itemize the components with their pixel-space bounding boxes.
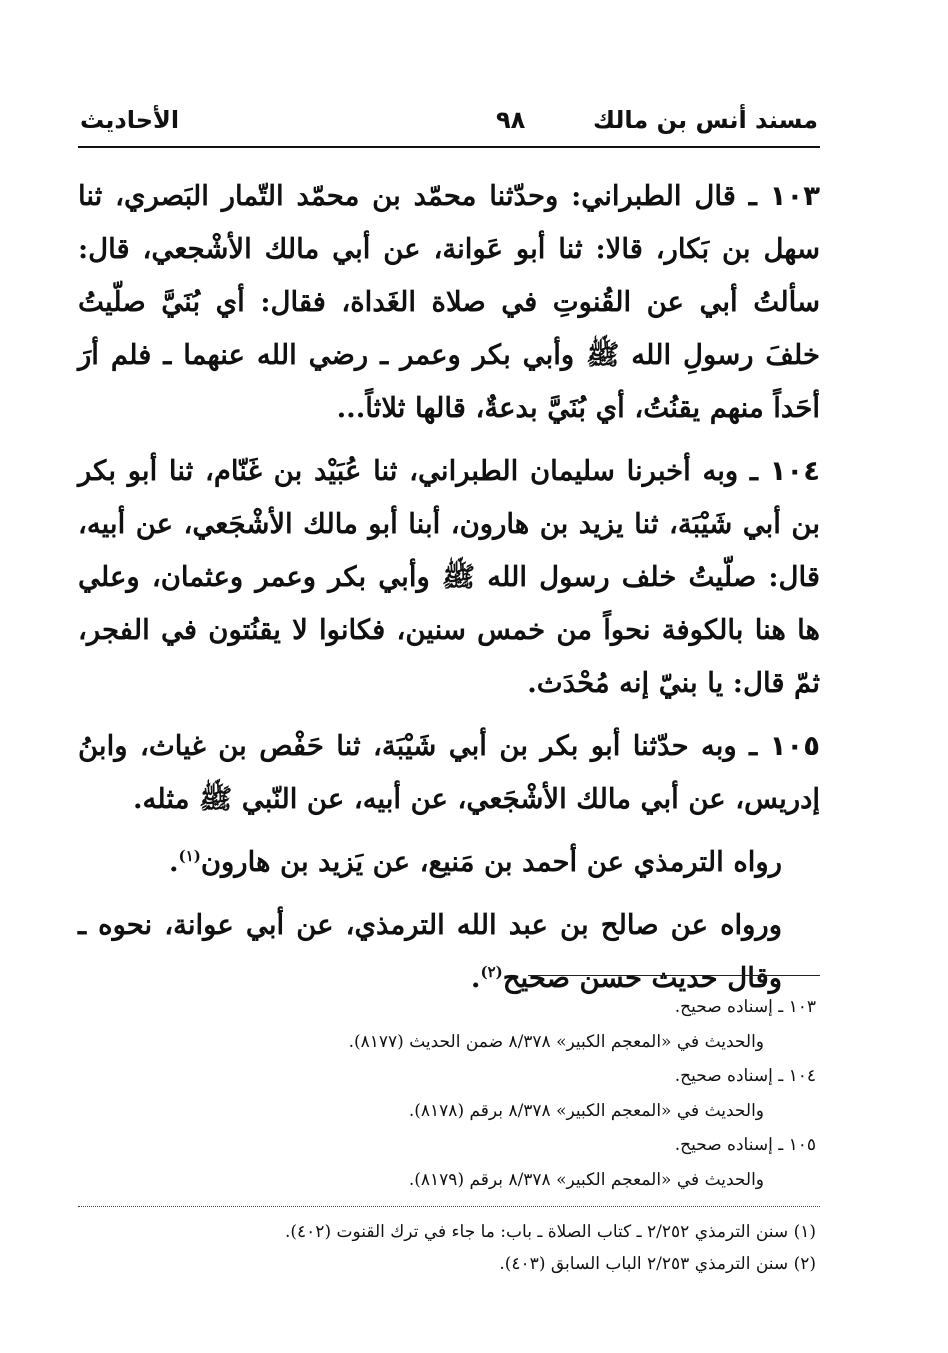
takhrij-head: ١٠٥ ـ إسناده صحيح.: [674, 1135, 816, 1155]
hadith-number: ١٠٣: [769, 180, 821, 212]
footnote-ref[interactable]: (٢): [480, 962, 503, 981]
header-book-title: مسند أنس بن مالك: [592, 106, 818, 134]
footnote-ref[interactable]: (١): [178, 846, 201, 865]
header-section-title: الأحاديث: [80, 106, 180, 134]
running-header: [78, 104, 820, 142]
hadith-text: ـ وبه حدّثنا أبو بكر بن أبي شَيْبَة، ثنا حَفْص بن غياث، وابنُ إدريس، عن أبي مالك الأشْجَعي، عن أبيه، عن النّبي ﷺ مثله.: [78, 730, 820, 815]
footnote-1: (١) سنن الترمذي ٢/٢٥٢ ـ كتاب الصلاة ـ باب: ما جاء في ترك القنوت (٤٠٢).: [284, 1222, 816, 1242]
footnote-dotted-rule: [78, 1206, 820, 1207]
hadith-text: ـ قال الطبراني: وحدّثنا محمّد بن محمّد التّمار البَصري، ثنا سهل بن بَكار، قالا: ثنا أبو عَوانة، عن أبي مالك الأشْجعي، قال: سألتُ أبي عن القُنوتِ في صلاة الغَداة، فقال: أي بُنَيَّ صلّيتُ خلفَ رسولِ الله ﷺ وأبي بكر وعمر ـ رضي الله عنهما ـ فلم أرَ أحَداً منهم يقنُتُ، أي بُنَيَّ بدعةٌ، قالها ثلاثاً...: [78, 180, 820, 424]
header-rule: [78, 146, 820, 148]
hadith-104: [78, 445, 820, 710]
riwaya-end: .: [470, 962, 481, 994]
takhrij-detail: والحديث في «المعجم الكبير» ٨/٣٧٨ ضمن الحديث (٨١٧٧).: [348, 1031, 764, 1052]
riwaya-end: .: [168, 846, 179, 878]
riwaya-text: ورواه عن صالح بن عبد الله الترمذي، عن أبي عوانة، نحوه ـ وقال حديث حسن صحيح: [78, 909, 782, 994]
takhrij-head: ١٠٣ ـ إسناده صحيح.: [674, 997, 816, 1017]
footnote-2: (٢) سنن الترمذي ٢/٢٥٣ الباب السابق (٤٠٣).: [499, 1254, 816, 1274]
takhrij-detail: والحديث في «المعجم الكبير» ٨/٣٧٨ برقم (٨١٧٩).: [408, 1169, 764, 1190]
takhrij-head: ١٠٤ ـ إسناده صحيح.: [674, 1066, 816, 1086]
footnotes: [78, 1216, 820, 1280]
riwaya-tirmidhi-1: [78, 836, 820, 889]
takhrij-notes: [78, 990, 820, 1197]
page-number: ٩٨: [496, 106, 526, 134]
hadith-105: [78, 720, 820, 826]
hadith-number: ١٠٥: [769, 730, 820, 762]
main-text: [78, 170, 820, 1015]
hadith-number: ١٠٤: [769, 455, 820, 487]
takhrij-detail: والحديث في «المعجم الكبير» ٨/٣٧٨ برقم (٨١٧٨).: [408, 1100, 764, 1121]
footnote-rule: [528, 975, 820, 976]
riwaya-text: رواه الترمذي عن أحمد بن مَنيع، عن يَزيد بن هارون: [200, 846, 782, 878]
hadith-text: ـ وبه أخبرنا سليمان الطبراني، ثنا عُبَيْد بن غَنّام، ثنا أبو بكر بن أبي شَيْبَة، ثنا يزيد بن هارون، أبنا أبو مالك الأشْجَعي، عن أبيه، قال: صلّيتُ خلف رسول الله ﷺ وأبي بكر وعمر وعثمان، وعلي ها هنا بالكوفة نحواً من خمس سنين، فكانوا لا يقنُتون في الفجر، ثمّ قال: يا بنيّ إنه مُحْدَث.: [78, 455, 820, 699]
hadith-103: [78, 170, 820, 435]
